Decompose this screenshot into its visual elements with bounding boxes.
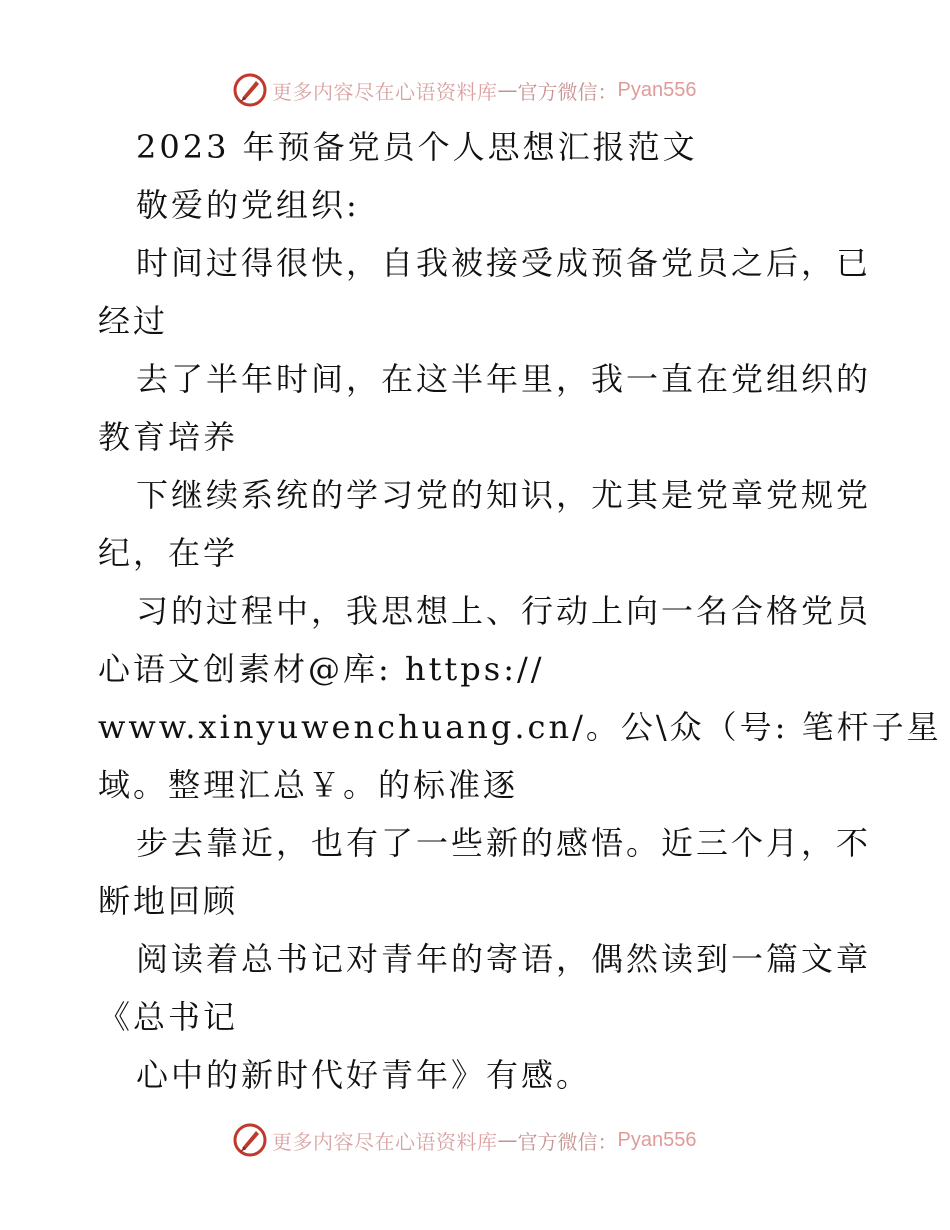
quill-logo-icon <box>232 72 268 108</box>
body-line: 步去靠近，也有了一些新的感悟。近三个月，不 <box>136 824 872 862</box>
banner-separator: — <box>497 78 518 102</box>
banner-wechat-id: Pyan556 <box>617 78 697 101</box>
banner-separator: — <box>497 1128 518 1152</box>
quill-logo-icon <box>232 1122 268 1158</box>
body-line: 习的过程中，我思想上、行动上向一名合格党员 <box>136 592 872 630</box>
body-line: 教育培养 <box>98 418 239 456</box>
body-line: 纪，在学 <box>98 534 239 572</box>
body-line: 经过 <box>98 302 169 340</box>
banner-text: 更多内容尽在心语资料库 <box>272 1129 498 1154</box>
footer-watermark-banner <box>232 1120 752 1160</box>
banner-text: 更多内容尽在心语资料库 <box>272 79 498 104</box>
body-line: 域。整理汇总￥。的标准逐 <box>98 766 519 804</box>
body-line: www.xinyuwenchuang.cn/。公\众（号: 笔杆子星 <box>98 708 942 746</box>
body-line: 心中的新时代好青年》有感。 <box>136 1056 592 1094</box>
header-watermark-banner <box>232 70 752 110</box>
body-line: 阅读着总书记对青年的寄语，偶然读到一篇文章 <box>136 940 872 978</box>
body-line: 去了半年时间，在这半年里，我一直在党组织的 <box>136 360 872 398</box>
document-title: 2023 年预备党员个人思想汇报范文 <box>136 128 698 166</box>
banner-wechat-label: 官方微信： <box>517 1129 618 1154</box>
body-line: 下继续系统的学习党的知识，尤其是党章党规党 <box>136 476 872 514</box>
document-body <box>98 118 942 1104</box>
body-line: 《总书记 <box>98 998 239 1036</box>
salutation: 敬爱的党组织: <box>136 186 360 224</box>
banner-wechat-id: Pyan556 <box>617 1128 697 1151</box>
body-line: 断地回顾 <box>98 882 239 920</box>
banner-wechat-label: 官方微信： <box>517 79 618 104</box>
body-line: 时间过得很快，自我被接受成预备党员之后，已 <box>136 244 872 282</box>
body-line: 心语文创素材@库: https:// <box>98 650 545 688</box>
